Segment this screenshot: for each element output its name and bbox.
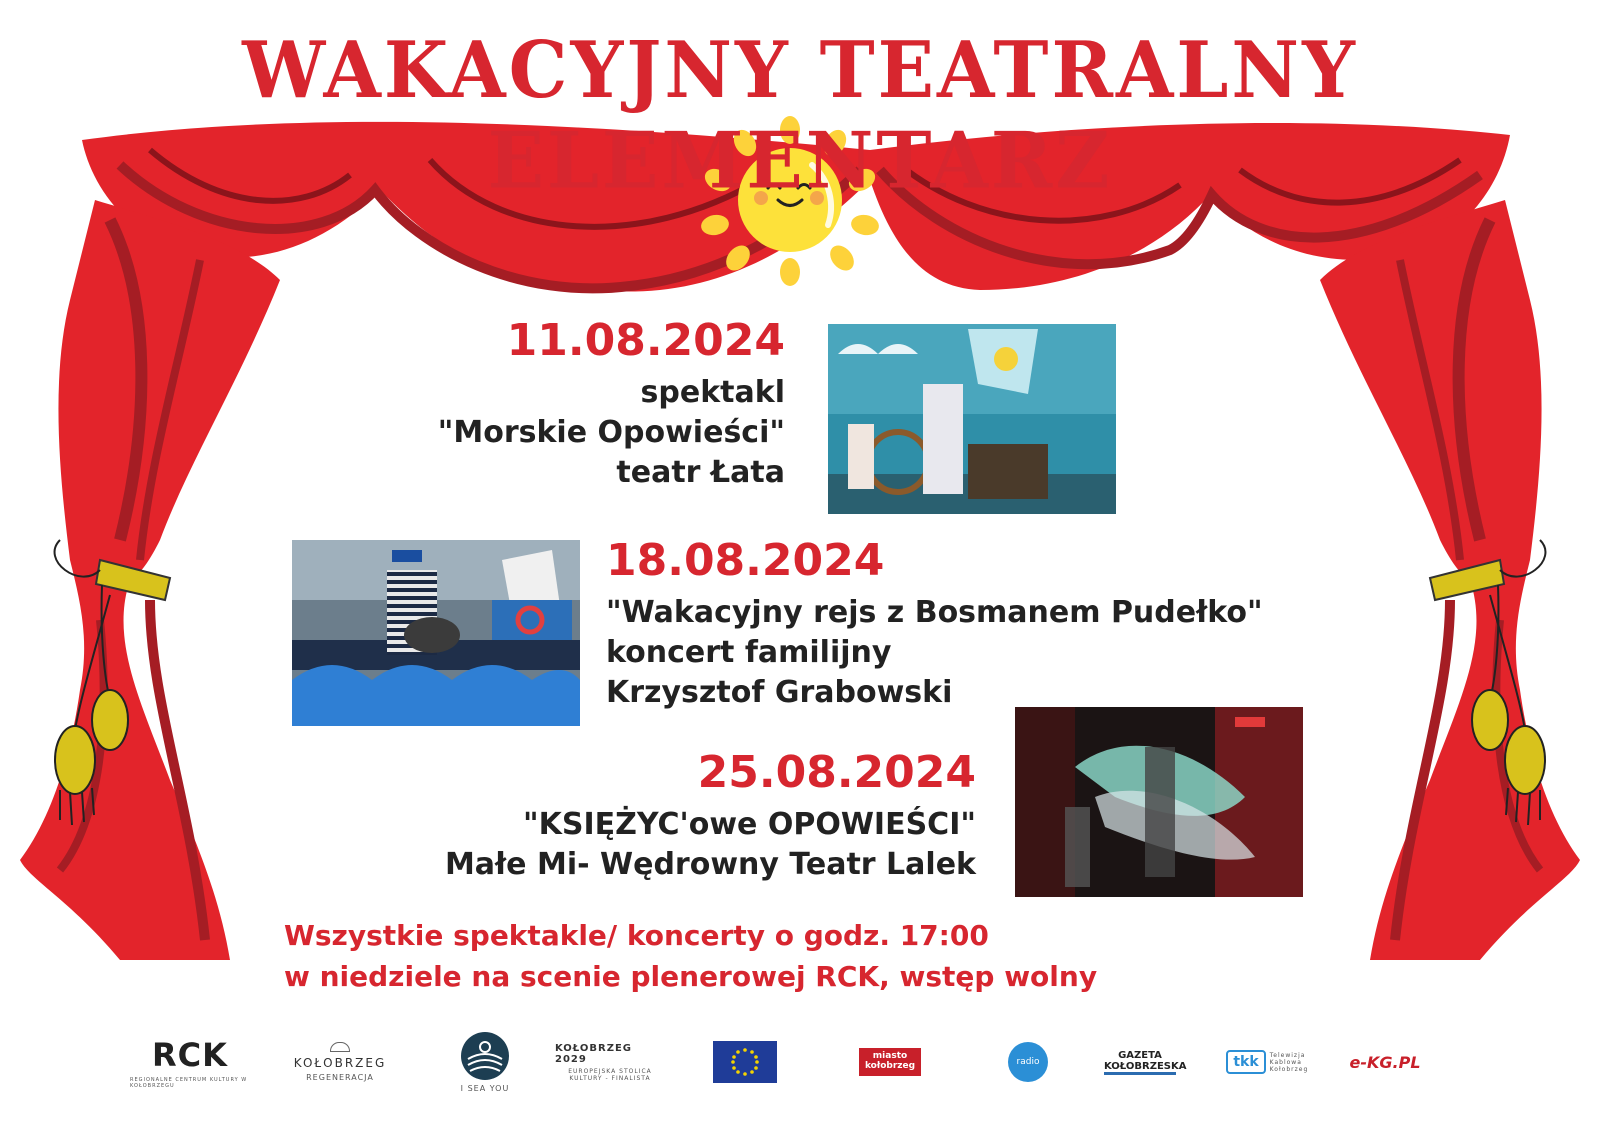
event-1-line-2: "Morskie Opowieści": [437, 414, 785, 450]
page-title: WAKACYJNY TEATRALNY ELEMENTARZ: [242, 25, 1358, 207]
event-2-date: 18.08.2024: [606, 535, 885, 586]
logo-kolobrzeg-2029-sub: EUROPEJSKA STOLICA KULTURY - FINALISTA: [568, 1067, 652, 1082]
logo-kolobrzeg-sub: REGENERACJA: [306, 1073, 374, 1082]
event-2-line-2: koncert familijny: [606, 634, 892, 670]
event-2-line-1: "Wakacyjny rejs z Bosmanem Pudełko": [606, 594, 1263, 630]
logo-iseayou: [430, 1022, 540, 1102]
logo-ekg: [1340, 1022, 1430, 1102]
logo-gazeta: [1095, 1022, 1185, 1102]
logo-ekg-name: e-KG.PL: [1349, 1052, 1421, 1072]
sponsor-logos: [130, 1022, 1470, 1102]
logo-radio: [998, 1022, 1058, 1102]
curtain-left: [20, 200, 280, 960]
logo-rck-name: RCK: [152, 1035, 228, 1074]
event-1-line-3: teatr Łata: [616, 454, 785, 490]
kolobrzeg-emblem-icon: [330, 1042, 350, 1052]
logo-gazeta-name: GAZETA KOŁOBRZESKA: [1104, 1050, 1176, 1075]
logo-kolobrzeg-name: KOŁOBRZEG: [293, 1056, 387, 1070]
logo-kolobrzeg-2029: [555, 1022, 665, 1102]
curtain-right: [1320, 200, 1580, 960]
event-1-line-1: spektakl: [640, 374, 785, 410]
schedule-note: [284, 916, 1097, 997]
event-2-line-3: Krzysztof Grabowski: [606, 674, 953, 710]
event-3-line-2: Małe Mi- Wędrowny Teatr Lalek: [444, 846, 976, 882]
event-1: [438, 316, 785, 493]
logo-tkk: [1220, 1022, 1310, 1102]
logo-rck: [130, 1022, 250, 1102]
iseayou-icon: [460, 1031, 510, 1081]
event-1-photo: [828, 324, 1116, 514]
eu-flag-icon: [713, 1041, 777, 1083]
logo-eu-flag: [710, 1022, 780, 1102]
event-2-photo: [292, 540, 580, 726]
logo-miasto-name: miasto kołobrzeg: [859, 1048, 921, 1076]
event-1-date: 11.08.2024: [506, 315, 785, 366]
logo-kolobrzeg: [265, 1022, 415, 1102]
schedule-note-line-2: w niedziele na scenie plenerowej RCK, wstęp wolny: [284, 959, 1098, 993]
logo-kolobrzeg-2029-name: KOŁOBRZEG 2029: [555, 1042, 632, 1065]
logo-iseayou-name: I SEA YOU: [460, 1084, 510, 1093]
logo-tkk-name: tkk: [1226, 1050, 1265, 1074]
logo-radio-name: radio: [1008, 1042, 1048, 1082]
event-2: [606, 536, 1263, 713]
event-3: [445, 748, 976, 885]
event-3-date: 25.08.2024: [697, 747, 976, 798]
event-3-line-1: "KSIĘŻYC'owe OPOWIEŚCI": [522, 806, 976, 842]
schedule-note-line-1: Wszystkie spektakle/ koncerty o godz. 17:00: [284, 919, 989, 952]
event-3-photo: [1015, 707, 1303, 897]
logo-miasto: [855, 1022, 925, 1102]
logo-rck-sub: REGIONALNE CENTRUM KULTURY W KOŁOBRZEGU: [130, 1076, 248, 1089]
logo-tkk-sub: Telewizja Kablowa Kołobrzeg: [1269, 1051, 1309, 1073]
